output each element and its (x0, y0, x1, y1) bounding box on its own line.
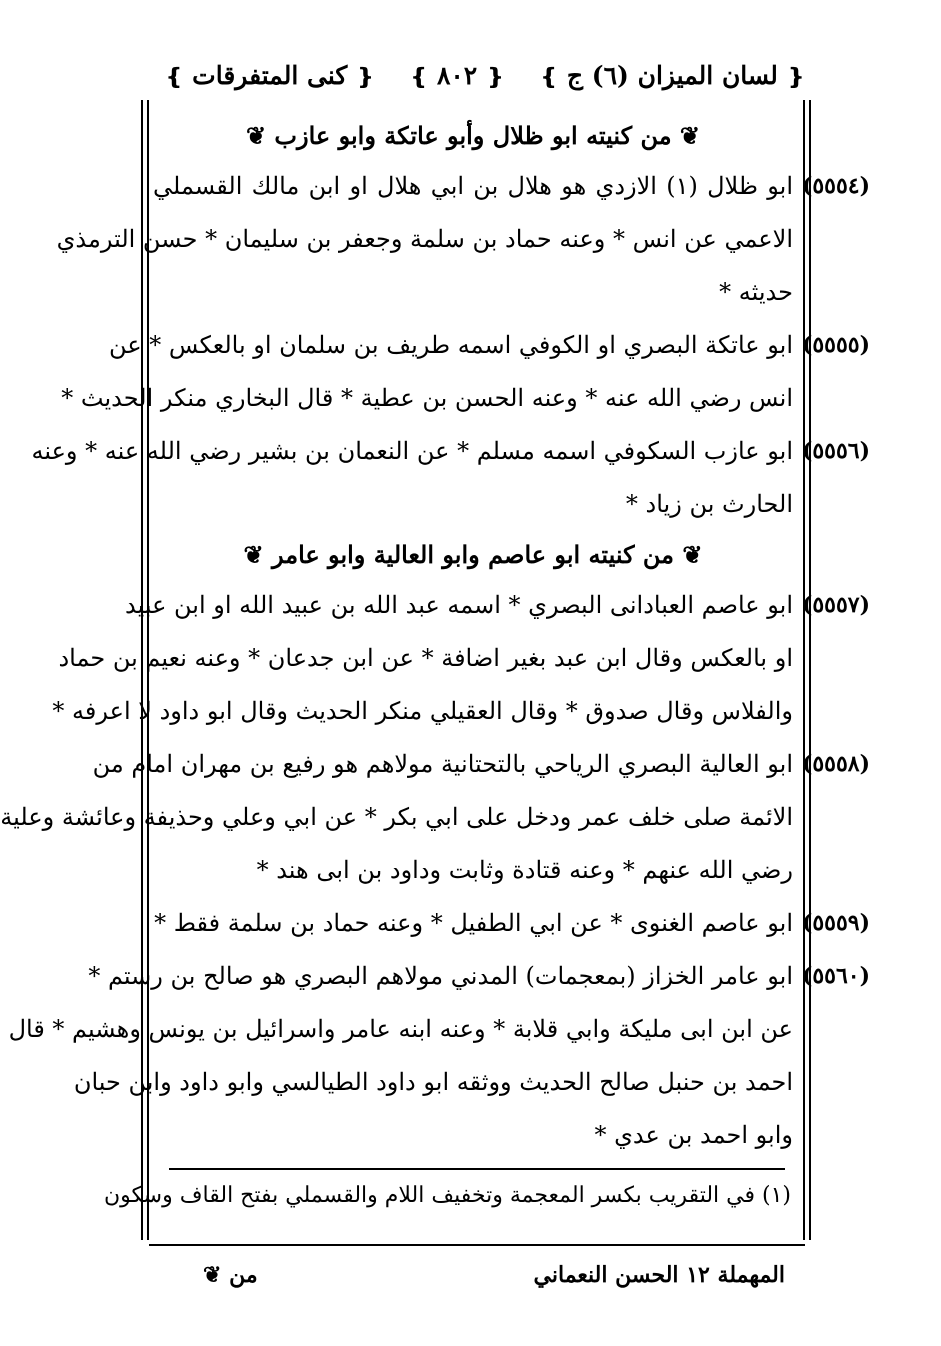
ornament-left: ❦ (671, 121, 701, 150)
ornament-bracket: ❴ (355, 63, 375, 90)
section-heading (153, 531, 793, 579)
entry-5555 (61, 319, 871, 425)
entry-line: ابو ظلال (١) الازدي هو هلال بن ابي هلال او ابن مالك القسملي (153, 172, 793, 200)
catchword-right: المهملة ١٢ الحسن النعماني (533, 1262, 785, 1288)
catchword-left-text: من (229, 1262, 258, 1288)
ornament-catchword: ❦ (203, 1262, 222, 1288)
section-heading (153, 112, 793, 160)
ornament-bracket: ❵ (539, 63, 559, 90)
entry-5554 (56, 160, 871, 319)
ornament-bracket: ❴ (485, 63, 505, 90)
section-heading-text: من كنيته ابو ظلال وأبو عاتكة وابو عازب (274, 121, 672, 150)
entry-line: او بالعكس وقال ابن عبد بغير اضافة * عن ابن جدعان * وعنه نعيم بن حماد (58, 644, 793, 672)
entry-line: الحارث بن زياد * (625, 490, 793, 518)
running-header (165, 52, 805, 98)
header-volume: (٦) ج (566, 60, 629, 90)
header-book-title: لسان الميزان (637, 60, 778, 90)
header-section-title: كنى المتفرقات (192, 60, 348, 90)
ornament-left: ❦ (674, 540, 703, 569)
entry-line: عن ابن ابى مليكة وابي قلابة * وعنه ابنه عامر واسرائيل بن يونس وهشيم * قال (8, 1015, 793, 1043)
entry-line: الائمة صلى خلف عمر ودخل على ابي بكر * عن ابي وعلي وحذيفة وعائشة وعلية (0, 803, 793, 831)
entry-5559 (153, 897, 871, 950)
ornament-bracket: ❵ (409, 63, 429, 90)
entry-line: حديثه * (719, 278, 793, 306)
ornament-right: ❦ (245, 121, 275, 150)
entry-5560 (8, 950, 871, 1162)
entry-line: احمد بن حنبل صالح الحديث ووثقه ابو داود الطيالسي وابو داود وابن حبان (73, 1068, 793, 1096)
entry-number: (٥٥٥٩) (801, 910, 871, 936)
header-page-number: ٨٠٢ (436, 60, 478, 90)
entry-line: ابو العالية البصري الرياحي بالتحتانية مولاهم هو رفيع بن مهران امام من (92, 750, 793, 778)
entry-line: ابو عاتكة البصري او الكوفي اسمه طريف بن سلمان او بالعكس * عن (109, 331, 793, 359)
ornament-right: ❦ (243, 540, 272, 569)
ornament-bracket: ❵ (165, 63, 184, 90)
bottom-rule (149, 1244, 805, 1246)
footnote: (١) في التقريب بكسر المعجمة وتخفيف اللام والقسملي بفتح القاف وسكون (104, 1183, 791, 1208)
entry-5556 (31, 425, 871, 531)
entry-number: (٥٥٥٥) (801, 332, 871, 358)
entry-line: انس رضي الله عنه * وعنه الحسن بن عطية * قال البخاري منكر الحديث * (61, 384, 793, 412)
header-section-group (165, 61, 374, 90)
entry-number: (٥٥٥٤) (801, 173, 871, 199)
entry-line: والفلاس وقال صدوق * وقال العقيلي منكر الحديث وقال ابو داود لا اعرفه * (52, 697, 793, 725)
entry-line: وابو احمد بن عدي * (594, 1121, 793, 1149)
entry-number: (٥٥٦٠) (801, 963, 871, 989)
entry-number: (٥٥٥٧) (801, 592, 871, 618)
entry-5558 (0, 738, 871, 897)
entry-line: الاعمي عن انس * وعنه حماد بن سلمة وجعفر بن سليمان * حسن الترمذي (56, 225, 793, 253)
entry-number: (٥٥٥٦) (801, 438, 871, 464)
header-book-title-group (540, 61, 805, 90)
entry-line: رضي الله عنهم * وعنه قتادة وثابت وداود بن ابى هند * (256, 856, 793, 884)
catchword-left (203, 1262, 258, 1288)
section-heading-text: من كنيته ابو عاصم وابو العالية وابو عامر (271, 540, 675, 569)
main-text (0, 112, 871, 1172)
ornament-bracket: ❴ (786, 63, 805, 90)
frame-rule-right-inner (803, 100, 805, 1240)
entry-5557 (52, 579, 871, 738)
entry-line: ابو عاصم العبادانى البصري * اسمه عبد الله بن عبيد الله او ابن عبيد (124, 591, 793, 619)
frame-rule-right-outer (809, 100, 811, 1240)
entry-line: ابو عاصم الغنوى * عن ابي الطفيل * وعنه حماد بن سلمة فقط * (154, 909, 793, 937)
entry-line: ابو عامر الخزاز (بمعجمات) المدني مولاهم البصري هو صالح بن رستم * (88, 962, 793, 990)
entry-line: ابو عازب السكوفي اسمه مسلم * عن النعمان بن بشير رضي الله عنه * وعنه (31, 437, 793, 465)
header-page-group (410, 61, 505, 90)
entry-number: (٥٥٥٨) (801, 751, 871, 777)
